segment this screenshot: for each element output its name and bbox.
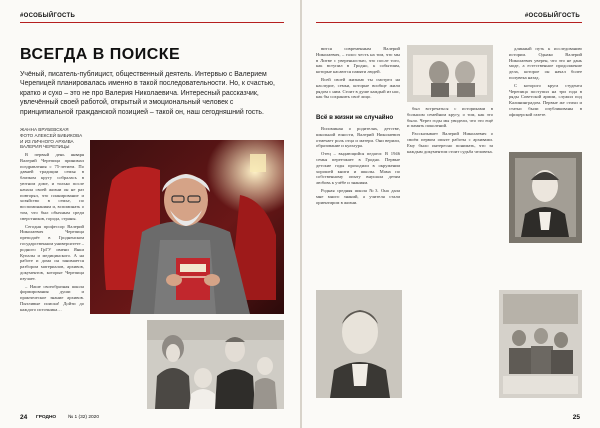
classroom-illustration xyxy=(499,290,582,398)
paragraph: длинный путь к исследованию истории. Однако Валерий Николаевич уверен, что это не дань моде, а естественное продолжение дела, которое он начал более полувека назад. xyxy=(509,46,582,80)
archive-photo-young xyxy=(316,290,402,398)
archive-photo-top xyxy=(407,45,493,102)
paragraph: Всей своей жизнью ты смотрел на наследие, семьи, которые вообще жили рядом с ним. Стоит в душе каждый из нас, как бы сохранить своё лицо. xyxy=(316,76,400,100)
paragraph: – Наше своеобразная школа формирования души и практическое знание архивов. Пытливые поиски! Дойти до каждого источника… xyxy=(20,283,84,312)
paragraph: С которого круга студента Черепица поступил на три года в ряды Советской армии, служил под Калининградом. Первые же стихи и статьи были опубликованы в офицерской газете. xyxy=(509,82,582,117)
page-number: 24 xyxy=(20,414,28,421)
family-photo xyxy=(147,320,284,409)
paragraph: был встречаться с историками в большом семейном кругу, о том, как это было. Через годы мы увидели, что это ещё и память поколений. xyxy=(407,106,493,129)
family-illustration xyxy=(147,320,284,409)
article-column-b xyxy=(407,106,493,286)
rubric-divider xyxy=(20,22,284,23)
article-column-a2 xyxy=(316,126,400,286)
issue-number: № 1 (32) 2020 xyxy=(68,415,100,420)
archive-photo-portrait xyxy=(509,152,582,243)
portrait-illustration xyxy=(90,140,284,314)
portrait-photo xyxy=(90,140,284,314)
section-rubric: #ОСОБЫЙГОСТЬ xyxy=(20,13,76,19)
magazine-name: ГРОДНО xyxy=(36,415,57,420)
section-rubric: #ОСОБЫЙГОСТЬ xyxy=(524,13,580,19)
article-title: ВСЕГДА В ПОИСКЕ xyxy=(20,46,181,63)
paragraph: В первый день января Валерий Черепица принимал поздравления с 75-летием. По давней традиции семья в близком кругу собралась в уютном доме, и только после начала своей жизни он не раз повторял, что планирование и хозяйство в семье, по воспоминаниям и, вспоминать о том, что был обычным среди сверстников, города, страны. xyxy=(20,152,84,221)
paragraph: Родная средняя школа №3. Она дала мне много знаний, а учителя стали ориентиром в жизни. xyxy=(316,187,400,205)
archive-illustration xyxy=(407,45,493,102)
article-column-1 xyxy=(20,152,84,402)
credit-archive: И ИЗ ЛИЧНОГО АРХИВА xyxy=(20,138,74,144)
paragraph: Вспоминая о родителях, детстве, школьной юности, Валерий Николаевич отмечает роль отца и матери. Они верили, образование и культура. xyxy=(316,126,400,149)
paragraph: Рассказывает Валерий Николаевич о своём первом опыте работы с архивами. Ему было интересно понимать, что за каждым документом стоит судьба человека. xyxy=(407,131,493,154)
paragraph: Отец – выдающийся педагог. В 1946 семья переезжает в Гродно. Первые детские годы проходили в окружении хорошей книги и школы. Мама по собственному опыту внушала детям любовь к учёбе и знаниям. xyxy=(316,151,400,186)
paragraph: вится современным Валерий Николаевич, – голос честь на том, что мы в Литве с уверенностью, что после того, как вступил в Гродно, к событиям, которые касаются памяти людей. xyxy=(316,46,400,75)
section-subheading: Всё в жизни не случайно xyxy=(316,114,394,121)
archive-photo-class xyxy=(499,290,582,398)
young-portrait-illustration xyxy=(316,290,402,398)
right-page xyxy=(302,0,600,428)
credit-photo: ФОТО АЛЕКСЕЙ БИБИКОВА xyxy=(20,132,83,138)
credit-author: ЖАННА ВРУБЕВСКАЯ xyxy=(20,127,69,132)
article-column-a xyxy=(316,46,400,108)
article-lead: Учёный, писатель-публицист, общественный деятель. Интервью с Валерием Черепицей планировалась именно в такой последовательности. Но, к счастью, кратко и сухо – это не про Валерия Николаевича. Интересный рассказчик, увлечённый своей работой, открытый и эмоциональный человек с принципиальной гражданской позицией – такой он, наш сегодняшний гость. xyxy=(20,71,275,116)
portrait-archive-illustration xyxy=(509,152,582,243)
article-column-c xyxy=(509,46,582,146)
rubric-divider xyxy=(316,22,582,23)
paragraph: Сегодня профессор Валерий Николаевич Черепица преподаёт в Гродненском государственном университете – родного ГрГУ имени Янки Купалы и медицинского. А на работе и дома он занимается разбором материалов, архивов, документов, которые Черепица изучает. xyxy=(20,223,84,281)
page-number: 25 xyxy=(572,414,580,421)
credit-archive-owner: ВАЛЕРИЯ ЧЕРЕПИЦЫ xyxy=(20,144,70,150)
